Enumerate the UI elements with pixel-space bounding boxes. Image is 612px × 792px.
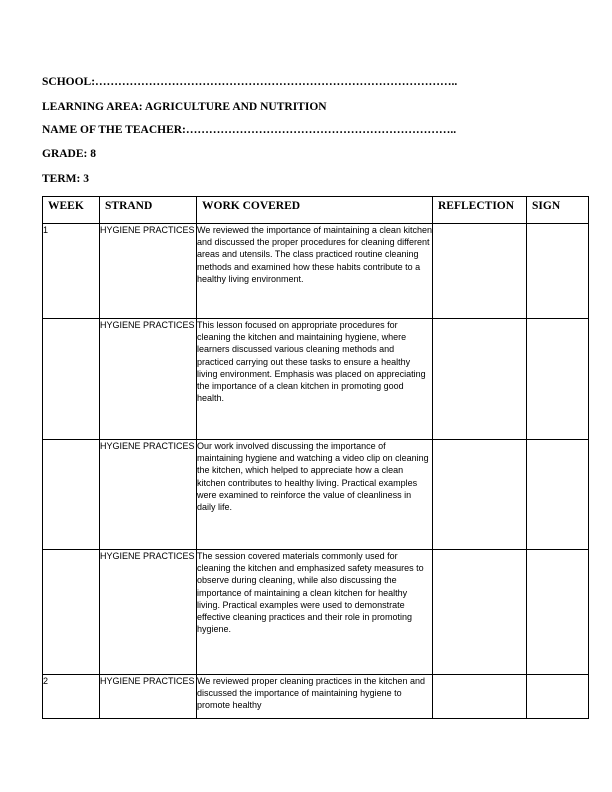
teacher-name-field: NAME OF THE TEACHER:…………………………………………………………….. — [42, 124, 457, 136]
school-field: SCHOOL:………………………………………………………………………………….. — [42, 76, 458, 88]
sign-cell — [527, 675, 589, 719]
sign-cell — [527, 319, 589, 440]
sign-cell — [527, 550, 589, 675]
week-cell: 2 — [43, 675, 100, 719]
term-label: TERM: 3 — [42, 173, 89, 185]
table-header-row — [43, 197, 589, 224]
strand-cell: HYGIENE PRACTICES — [100, 440, 197, 550]
column-header-strand: STRAND — [100, 197, 197, 224]
table-row — [43, 440, 589, 550]
table-row — [43, 675, 589, 719]
week-cell — [43, 550, 100, 675]
reflection-cell — [433, 550, 527, 675]
strand-cell: HYGIENE PRACTICES — [100, 550, 197, 675]
learning-area-heading: LEARNING AREA: AGRICULTURE AND NUTRITION — [42, 101, 327, 113]
table-row — [43, 224, 589, 319]
work-covered-cell: We reviewed the importance of maintaining a clean kitchen and discussed the proper procedures for cleaning different areas and utensils. The class practiced routine cleaning methods and examined how these habits contribute to a healthy living environment. — [197, 224, 433, 319]
work-covered-cell: We reviewed proper cleaning practices in the kitchen and discussed the importance of maintaining hygiene to promote healthy — [197, 675, 433, 719]
sign-cell — [527, 440, 589, 550]
reflection-cell — [433, 440, 527, 550]
reflection-cell — [433, 224, 527, 319]
column-header-week: WEEK — [43, 197, 100, 224]
reflection-cell — [433, 675, 527, 719]
column-header-sign: SIGN — [527, 197, 589, 224]
strand-cell: HYGIENE PRACTICES — [100, 224, 197, 319]
work-covered-cell: Our work involved discussing the importance of maintaining hygiene and watching a video clip on cleaning the kitchen, which helped to appreciate how a clean kitchen contributes to healthy living. Practical examples were examined to reinforce the value of cleanliness in daily life. — [197, 440, 433, 550]
work-covered-cell: The session covered materials commonly used for cleaning the kitchen and emphasized safety measures to observe during cleaning, while also discussing the importance of maintaining a clean kitchen for healthy living. Practical examples were used to demonstrate effective cleaning practices and their role in promoting hygiene. — [197, 550, 433, 675]
week-cell — [43, 319, 100, 440]
table-row — [43, 319, 589, 440]
column-header-work-covered: WORK COVERED — [197, 197, 433, 224]
work-covered-cell: This lesson focused on appropriate procedures for cleaning the kitchen and maintaining hygiene, where learners discussed various cleaning methods and practiced carrying out these tasks to ensure a healthy living environment. Emphasis was placed on appreciating the importance of a clean kitchen in promoting good health. — [197, 319, 433, 440]
reflection-cell — [433, 319, 527, 440]
table-row — [43, 550, 589, 675]
column-header-reflection: REFLECTION — [433, 197, 527, 224]
sign-cell — [527, 224, 589, 319]
strand-cell: HYGIENE PRACTICES — [100, 319, 197, 440]
record-of-work-table — [42, 196, 589, 719]
week-cell — [43, 440, 100, 550]
week-cell: 1 — [43, 224, 100, 319]
strand-cell: HYGIENE PRACTICES — [100, 675, 197, 719]
grade-label: GRADE: 8 — [42, 148, 96, 160]
